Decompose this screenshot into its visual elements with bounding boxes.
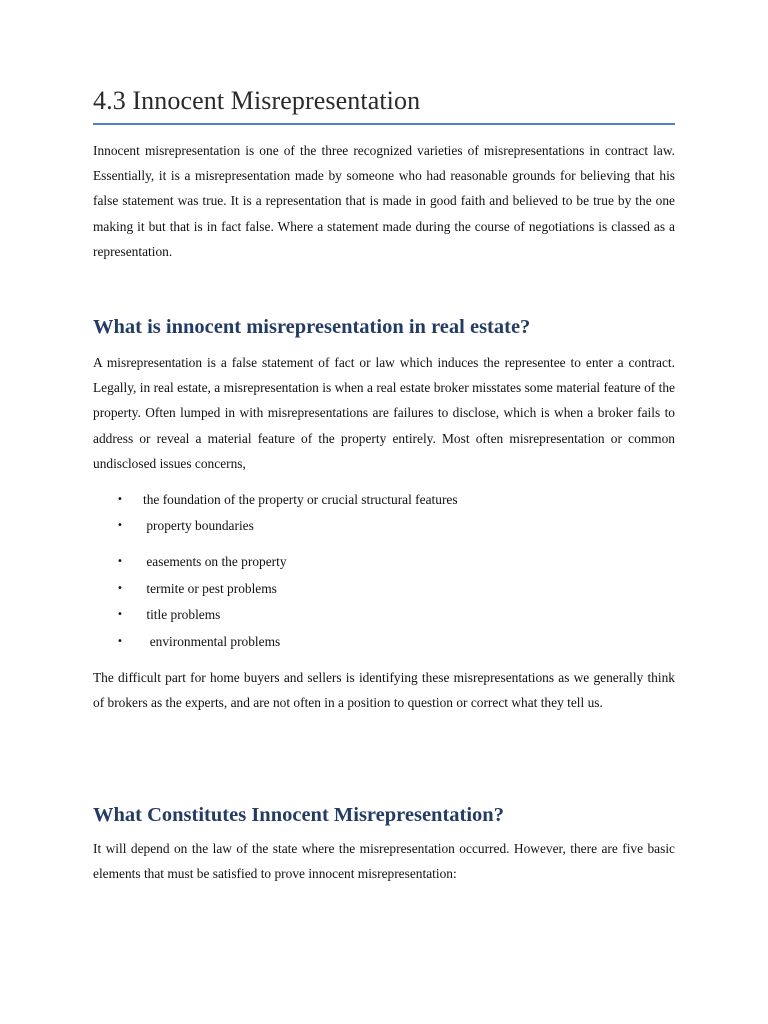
closing-paragraph: The difficult part for home buyers and sellers is identifying these misrepresentations as we generally think of brokers as the experts, and are not often in a position to question or correct what they tell us. [93,670,675,711]
bullet-icon: • [117,520,123,531]
title-underline [93,123,675,125]
intro-paragraph: Innocent misrepresentation is one of the three recognized varieties of misrepresentations in contract law. Essentially, it is a misrepresentation made by someone who had reasonable grounds for believing that his false statement was true. It is a representation that is made in good faith and believed to be true by the one making it but that is in fact false. Where a statement made during the course of negotiations is classed as a representation. [93,143,675,259]
list-item-text: environmental problems [143,634,281,649]
real-estate-paragraph: A misrepresentation is a false statement of fact or law which induces the representee to enter a contract. Legally, in real estate, a misrepresentation is when a real estate broker misstates some material feature of the property. Often lumped in with misrepresentations are failures to disclose, which is when a broker fails to address or reveal a material feature of the property entirely. Most often misrepresentation or common undisclosed issues concerns, [93,355,675,471]
list-item [117,490,458,510]
bullet-icon: • [117,583,123,594]
list-item-text: property boundaries [143,518,254,533]
bullet-icon: • [117,494,123,505]
list-item [117,516,254,536]
list-item-text: title problems [143,607,221,622]
list-item-text: termite or pest problems [143,581,277,596]
bullet-icon: • [117,636,123,647]
bullet-icon: • [117,609,123,620]
page-title: 4.3 Innocent Misrepresentation [93,86,421,115]
constitutes-paragraph: It will depend on the law of the state where the misrepresentation occurred. However, there are five basic elements that must be satisfied to prove innocent misrepresentation: [93,841,675,882]
list-item [117,552,287,572]
list-item [117,632,280,652]
list-item-text: the foundation of the property or crucial structural features [143,492,458,507]
section-heading-constitutes: What Constitutes Innocent Misrepresentation? [93,804,504,826]
bullet-icon: • [117,556,123,567]
list-item-text: easements on the property [143,554,287,569]
section-heading-real-estate: What is innocent misrepresentation in real estate? [93,316,531,338]
list-item [117,605,220,625]
list-item [117,579,277,599]
